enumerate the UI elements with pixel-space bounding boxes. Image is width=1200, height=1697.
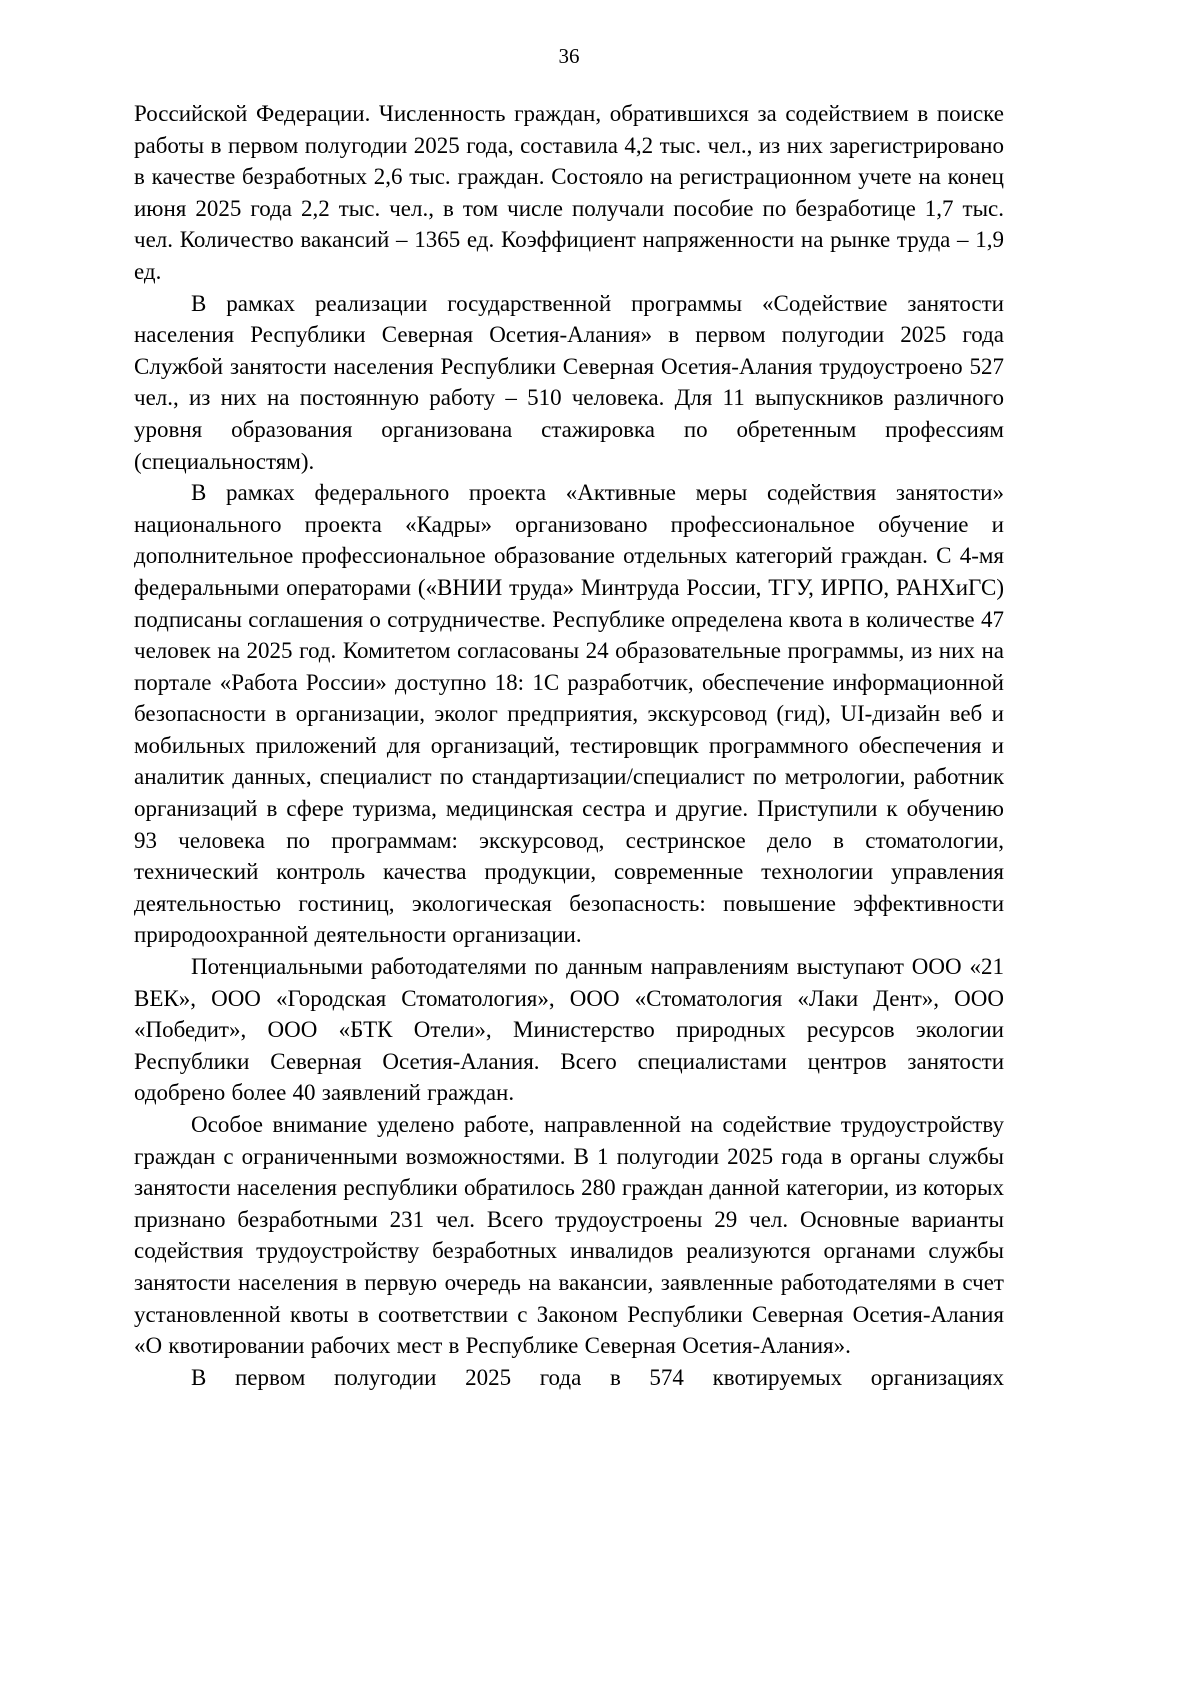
paragraph-continuation: Российской Федерации. Численность граждан, обратившихся за содействием в поиске работы в первом полугодии 2025 года, составила 4,2 тыс. чел., из них зарегистрировано в качестве безработных 2,6 тыс. граждан. Состояло на регистрационном учете на конец июня 2025 года 2,2 тыс. чел., в том числе получали пособие по безработице 1,7 тыс. чел. Количество вакансий – 1365 ед. Коэффициент напряженности на рынке труда – 1,9 ед. xyxy=(134,101,1004,284)
paragraph: В рамках федерального проекта «Активные меры содействия занятости» национального проекта «Кадры» организовано профессиональное обучение и дополнительное профессиональное образование отдельных категорий граждан. С 4-мя федеральными операторами («ВНИИ труда» Минтруда России, ТГУ, ИРПО, РАНХиГС) подписаны соглашения о сотрудничестве. Республике определена квота в количестве 47 человек на 2025 год. Комитетом согласованы 24 образовательные программы, из них на портале «Работа России» доступно 18: 1С разработчик, обеспечение информационной безопасности в организации, эколог предприятия, экскурсовод (гид), UI-дизайн веб и мобильных приложений для организаций, тестировщик программного обеспечения и аналитик данных, специалист по стандартизации/специалист по метрологии, работник организаций в сфере туризма, медицинская сестра и другие. Приступили к обучению 93 человека по программам: экскурсовод, сестринское дело в стоматологии, технический контроль качества продукции, современные технологии управления деятельностью гостиниц, экологическая безопасность: повышение эффективности природоохранной деятельности организации. xyxy=(134,480,1004,948)
paragraph: Особое внимание уделено работе, направленной на содействие трудоустройству граждан с ограниченными возможностями. В 1 полугодии 2025 года в органы службы занятости населения республики обратилось 280 граждан данной категории, из которых признано безработными 231 чел. Всего трудоустроены 29 чел. Основные варианты содействия трудоустройству безработных инвалидов реализуются органами службы занятости населения в первую очередь на вакансии, заявленные работодателями в счет установленной квоты в соответствии с Законом Республики Северная Осетия-Алания «О квотировании рабочих мест в Республике Северная Осетия-Алания». xyxy=(134,1112,1004,1359)
paragraph: В рамках реализации государственной программы «Содействие занятости населения Республики Северная Осетия-Алания» в первом полугодии 2025 года Службой занятости населения Республики Северная Осетия-Алания трудоустроено 527 чел., из них на постоянную работу – 510 человека. Для 11 выпускников различного уровня образования организована стажировка по обретенным профессиям (специальностям). xyxy=(134,290,1004,474)
paragraph-continued-next-page: В первом полугодии 2025 года в 574 квотируемых организациях xyxy=(191,1364,1004,1390)
paragraph: Потенциальными работодателями по данным направлениям выступают ООО «21 ВЕК», ООО «Городская Стоматология», ООО «Стоматология «Лаки Дент», ООО «Победит», ООО «БТК Отели», Министерство природных ресурсов экологии Республики Северная Осетия-Алания. Всего специалистами центров занятости одобрено более 40 заявлений граждан. xyxy=(134,954,1004,1106)
page-number: 36 xyxy=(558,44,580,68)
